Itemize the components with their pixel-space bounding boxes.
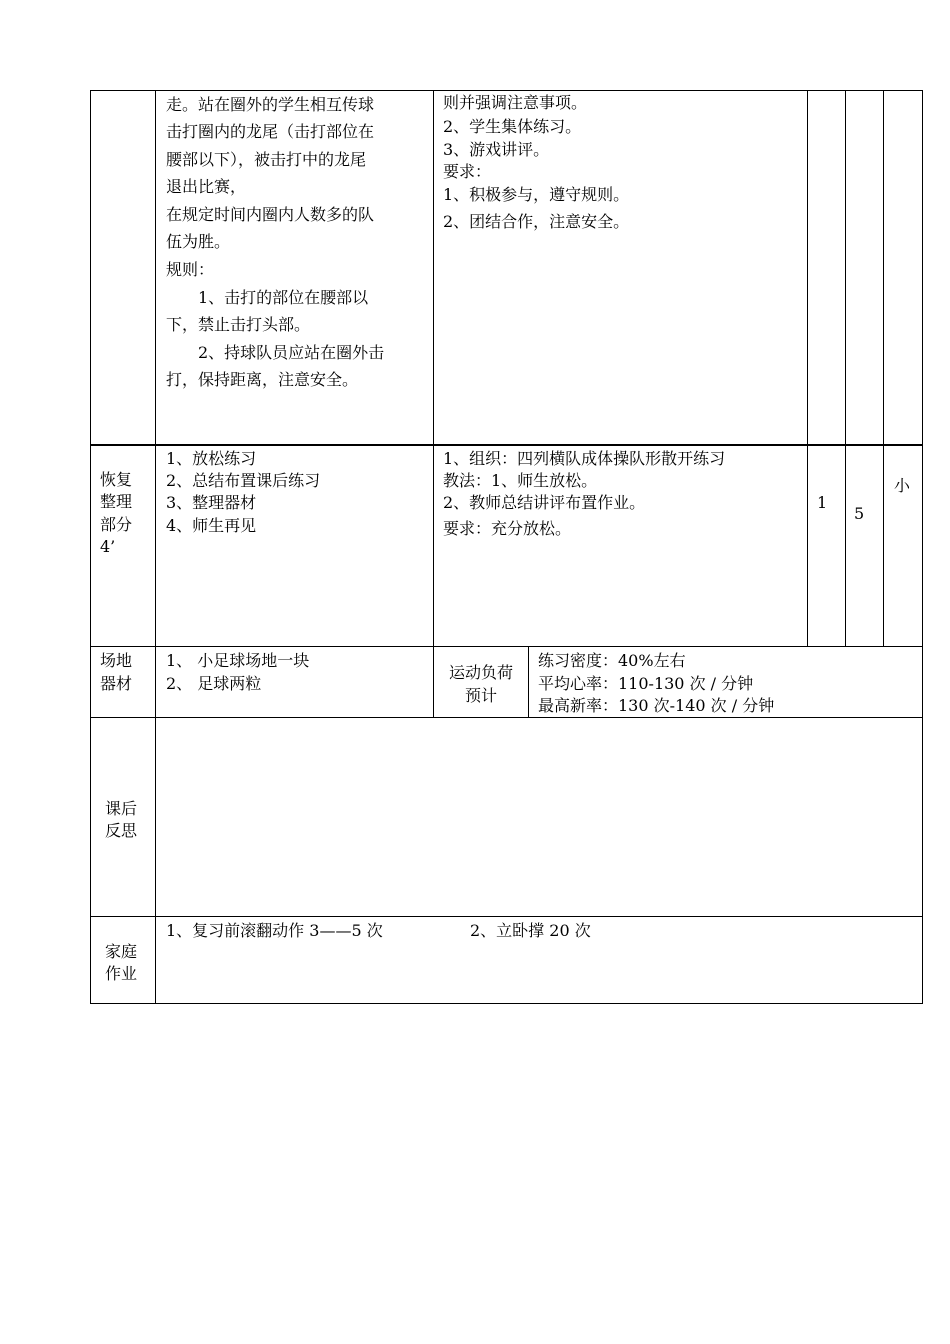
- label-line: 器材: [100, 674, 133, 693]
- text-line: 3、游戏讲评。: [443, 140, 550, 159]
- text-line: 2、总结布置课后练习: [166, 471, 321, 490]
- text-line: 则并强调注意事项。: [443, 93, 588, 112]
- homework-item-1: 1、复习前滚翻动作 3——5 次: [166, 921, 383, 940]
- grid-line: [90, 916, 923, 917]
- text-line: 走。站在圈外的学生相互传球: [166, 95, 375, 114]
- text-line: 练习密度：40%左右: [538, 651, 686, 670]
- label-line: 预计: [464, 686, 497, 705]
- grid-line: [528, 646, 529, 718]
- homework-item-2: 2、立卧撑 20 次: [470, 921, 591, 940]
- text-line: 腰部以下），被击打中的龙尾: [166, 150, 367, 169]
- grid-line: [155, 90, 156, 1004]
- label-line: 部分: [100, 515, 133, 534]
- text-line: 平均心率：110-130 次 / 分钟: [538, 674, 754, 693]
- text-line: 规则：: [166, 260, 215, 279]
- grid-line: [922, 90, 923, 1004]
- text-line: 3、整理器材: [166, 493, 257, 512]
- text-line: 要求：充分放松。: [443, 519, 572, 538]
- text-line: 2、教师总结讲评布置作业。: [443, 493, 646, 512]
- grid-line: [807, 90, 808, 647]
- text-line: 2、团结合作，注意安全。: [443, 212, 630, 231]
- label-line: 作业: [105, 964, 138, 983]
- label-line: 场地: [100, 651, 133, 670]
- text-line: 伍为胜。: [166, 232, 231, 251]
- label-line: 课后: [105, 799, 138, 818]
- text-line: 打，保持距离，注意安全。: [166, 370, 359, 389]
- minutes-value: 5: [854, 504, 865, 523]
- grid-line: [90, 1003, 923, 1004]
- text-line: 击打圈内的龙尾（击打部位在: [166, 122, 375, 141]
- grid-line: [90, 90, 91, 1004]
- label-line: 整理: [100, 492, 133, 511]
- text-line: 2、学生集体练习。: [443, 117, 582, 136]
- text-line: 1、 小足球场地一块: [166, 651, 310, 670]
- grid-line: [90, 646, 923, 647]
- intensity-value: 小: [894, 476, 911, 495]
- label-line: 运动负荷: [448, 663, 513, 682]
- text-line: 最高新率：130 次-140 次 / 分钟: [538, 696, 775, 715]
- text-line: 1、积极参与，遵守规则。: [443, 185, 630, 204]
- label-line: 家庭: [105, 942, 138, 961]
- label-line: 4’: [100, 537, 116, 556]
- text-line: 1、放松练习: [166, 449, 257, 468]
- text-line: 2、 足球两粒: [166, 674, 262, 693]
- text-line: 4、师生再见: [166, 516, 257, 535]
- text-line: 退出比赛，: [166, 177, 247, 196]
- text-line: 2、持球队员应站在圈外击: [166, 343, 385, 362]
- grid-line: [433, 90, 434, 718]
- text-line: 教法：1、师生放松。: [443, 471, 598, 490]
- times-value: 1: [817, 493, 828, 512]
- grid-line: [90, 444, 923, 446]
- text-line: 1、击打的部位在腰部以: [166, 288, 369, 307]
- label-line: 反思: [105, 821, 138, 840]
- text-line: 在规定时间内圈内人数多的队: [166, 205, 375, 224]
- text-line: 下，禁止击打头部。: [166, 315, 311, 334]
- text-line: 1、组织：四列横队成体操队形散开练习: [443, 449, 726, 468]
- grid-line: [883, 90, 884, 647]
- text-line: 要求：: [443, 162, 492, 181]
- grid-line: [845, 90, 846, 647]
- label-line: 恢复: [100, 470, 133, 489]
- grid-line: [90, 717, 923, 718]
